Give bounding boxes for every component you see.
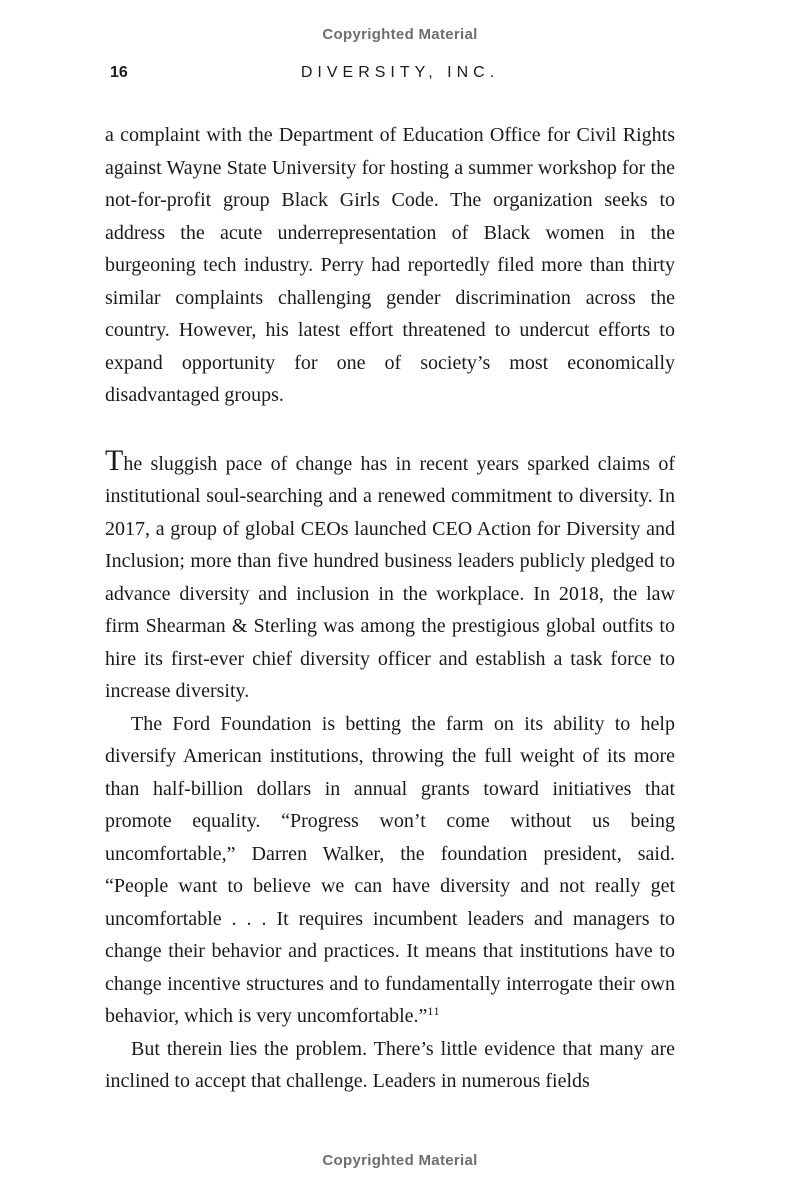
running-head-title: DIVERSITY, INC. bbox=[300, 64, 500, 81]
copyright-notice-bottom: Copyrighted Material bbox=[322, 1152, 478, 1169]
body-paragraph-2-text: he sluggish pace of change has in recent years sparked claims of institutional soul-searching and a renewed commitment to diversity. In 2017, a group of global CEOs launched CEO Action for Diversity and Inclusion; more than five hundred business leaders publicly pledged to advance diversity and inclusion in the workplace. In 2018, the law firm Shearman & Sterling was among the prestigious global outfits to hire its first-ever chief diversity officer and establish a task force to increase diversity. bbox=[105, 452, 675, 702]
page-number: 16 bbox=[110, 64, 128, 81]
body-paragraph-1: a complaint with the Department of Education Office for Civil Rights against Wayne State University for hosting a summer workshop for the not-for-profit group Black Girls Code. The organization seeks to address the acute underrepresentation of Black women in the burgeoning tech industry. Perry had reportedly filed more than thirty similar complaints challenging gender discrimination across the country. However, his latest effort threatened to undercut efforts to expand opportunity for one of society’s most economically disadvantaged groups. bbox=[105, 124, 675, 406]
copyright-notice-top: Copyrighted Material bbox=[322, 26, 478, 43]
body-paragraph-4: But therein lies the problem. There’s little evidence that many are inclined to accept that challenge. Leaders in numerous fields bbox=[105, 1037, 675, 1092]
body-paragraph-3 bbox=[105, 708, 675, 1033]
footnote-reference-11: 11 bbox=[427, 1004, 440, 1018]
page-header bbox=[0, 64, 800, 88]
body-paragraph-2 bbox=[105, 443, 675, 708]
initial-capital: T bbox=[105, 443, 124, 477]
body-paragraph-3-text: The Ford Foundation is betting the farm on its ability to help diversify American institutions, throwing the full weight of its more than half-billion dollars in annual grants toward initiatives that promote equality. “Progress won’t come without us being uncomfortable,” Darren Walker, the foundation president, said. “People want to believe we can have diversity and not really get uncomfortable . . . It requires incumbent leaders and managers to change their behavior and practices. It means that institutions have to change incentive structures and to fundamentally interrogate their own behavior, which is very uncomfortable.” bbox=[105, 712, 675, 1027]
body-text-block bbox=[105, 119, 675, 1098]
